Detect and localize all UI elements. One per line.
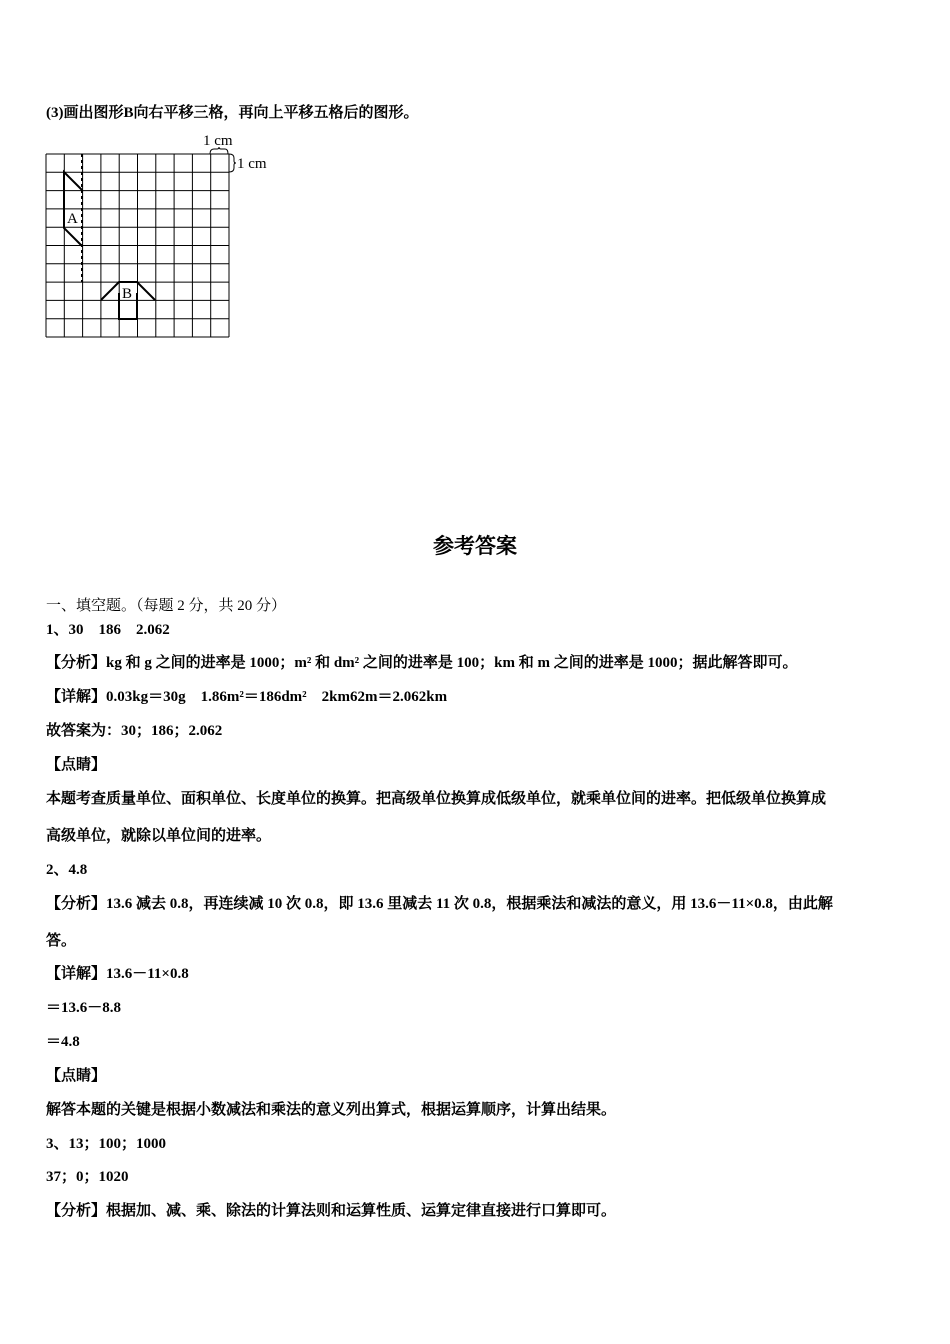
q1-answer: 1、30 186 2.062 [46,622,170,638]
shape-b-label: B [122,286,133,302]
scale-vertical-label: 1 cm [237,156,267,172]
section-heading: 一、填空题。（每题 2 分，共 20 分） [46,598,287,614]
shape-a-label: A [67,211,78,227]
q1-analysis: 【分析】kg 和 g 之间的进率是 1000；m² 和 dm² 之间的进率是 100；km 和 m 之间的进率是 1000；据此解答即可。 [46,655,798,671]
question3-prompt: (3)画出图形B向右平移三格，再向上平移五格后的图形。 [46,105,419,121]
q1-comment-label: 【点睛】 [46,757,107,773]
q2-comment: 解答本题的关键是根据小数减法和乘法的意义列出算式，根据运算顺序，计算出结果。 [46,1102,617,1118]
q2-answer: 2、4.8 [46,862,88,878]
q1-comment-line1: 本题考查质量单位、面积单位、长度单位的换算。把高级单位换算成低级单位，就乘单位间的进率。把低级单位换算成 [46,791,827,807]
answers-title: 参考答案 [433,534,517,558]
q2-detail: 【详解】13.6－11×0.8 [46,966,189,982]
q2-analysis-line1: 【分析】13.6 减去 0.8，再连续减 10 次 0.8，即 13.6 里减去 11 次 0.8，根据乘法和减法的意义，用 13.6－11×0.8，由此解 [46,896,833,912]
scale-vertical-brace [229,154,236,172]
q2-step2: ＝4.8 [46,1034,80,1050]
q1-result: 故答案为：30；186；2.062 [46,723,223,739]
translation-grid-figure [40,128,280,343]
scale-horizontal-label: 1 cm [203,133,233,149]
q3-answer-line2: 37；0；1020 [46,1169,129,1185]
q2-analysis-line2: 答。 [46,933,77,949]
q2-step1: ＝13.6－8.8 [46,1000,122,1016]
q2-comment-label: 【点睛】 [46,1068,107,1084]
q3-answer-line1: 3、13；100；1000 [46,1136,167,1152]
q1-comment-line2: 高级单位，就除以单位间的进率。 [46,828,272,844]
q1-detail: 【详解】0.03kg＝30g 1.86m²＝186dm² 2km62m＝2.062km [46,689,448,705]
q3-analysis: 【分析】根据加、减、乘、除法的计算法则和运算性质、运算定律直接进行口算即可。 [46,1203,617,1219]
